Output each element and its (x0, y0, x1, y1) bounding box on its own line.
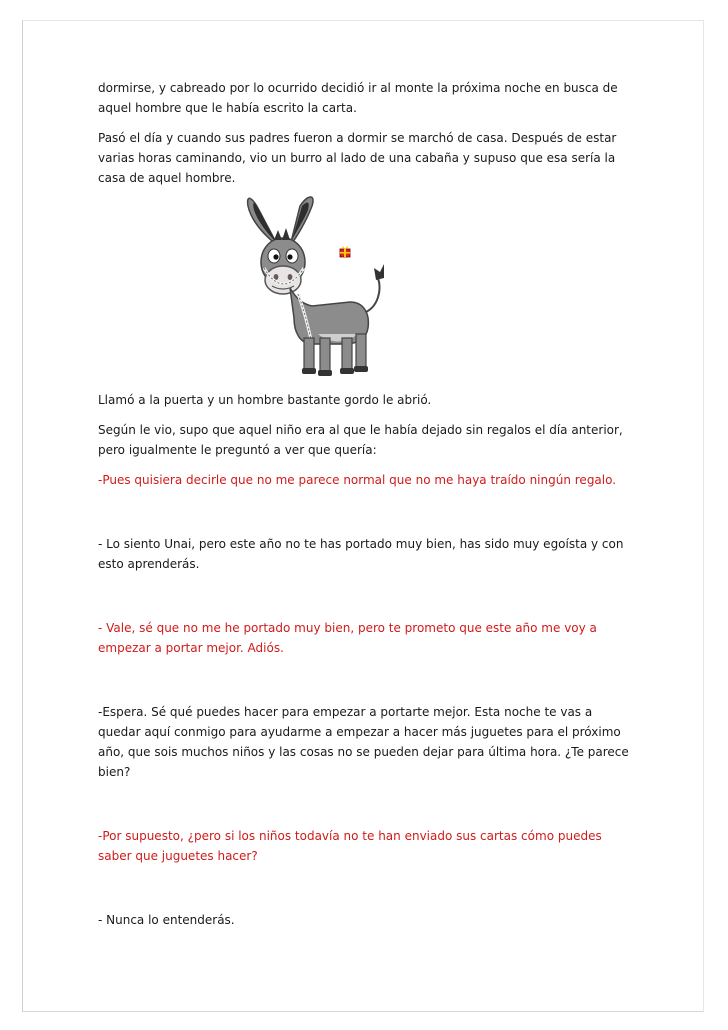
dialogue-unai-1: -Pues quisiera decirle que no me parece normal que no me haya traído ningún regalo. (98, 473, 617, 487)
donkey-illustration (98, 194, 638, 390)
paragraph-3: Llamó a la puerta y un hombre bastante gordo le abrió. (98, 393, 432, 407)
document-content (98, 78, 638, 930)
dialogue-man-1: - Lo siento Unai, pero este año no te has portado muy bien, has sido muy egoísta y con esto aprenderás. (98, 537, 624, 571)
dialogue-man-2: -Espera. Sé qué puedes hacer para empezar a portarte mejor. Esta noche te vas a quedar aquí conmigo para ayudarme a empezar a hacer más juguetes para el próximo año, que sois muchos niños y las cosas no se pueden dejar para última hora. ¿Te parece bien? (98, 705, 629, 779)
paragraph-4: Según le vio, supo que aquel niño era al que le había dejado sin regalos el día anterior, pero igualmente le preguntó a ver que quería: (98, 423, 623, 457)
donkey-icon (238, 194, 388, 384)
dialogue-man-3: - Nunca lo entenderás. (98, 913, 235, 927)
dialogue-unai-3: -Por supuesto, ¿pero si los niños todavía no te han enviado sus cartas cómo puedes saber que juguetes hacer? (98, 829, 602, 863)
paragraph-2: Pasó el día y cuando sus padres fueron a dormir se marchó de casa. Después de estar varias horas caminando, vio un burro al lado de una cabaña y supuso que esa sería la casa de aquel hombre. (98, 131, 617, 185)
gift-icon (339, 246, 351, 258)
dialogue-unai-2: - Vale, sé que no me he portado muy bien, pero te prometo que este año me voy a empezar a portar mejor. Adiós. (98, 621, 597, 655)
paragraph-1: dormirse, y cabreado por lo ocurrido decidió ir al monte la próxima noche en busca de aquel hombre que le había escrito la carta. (98, 81, 618, 115)
